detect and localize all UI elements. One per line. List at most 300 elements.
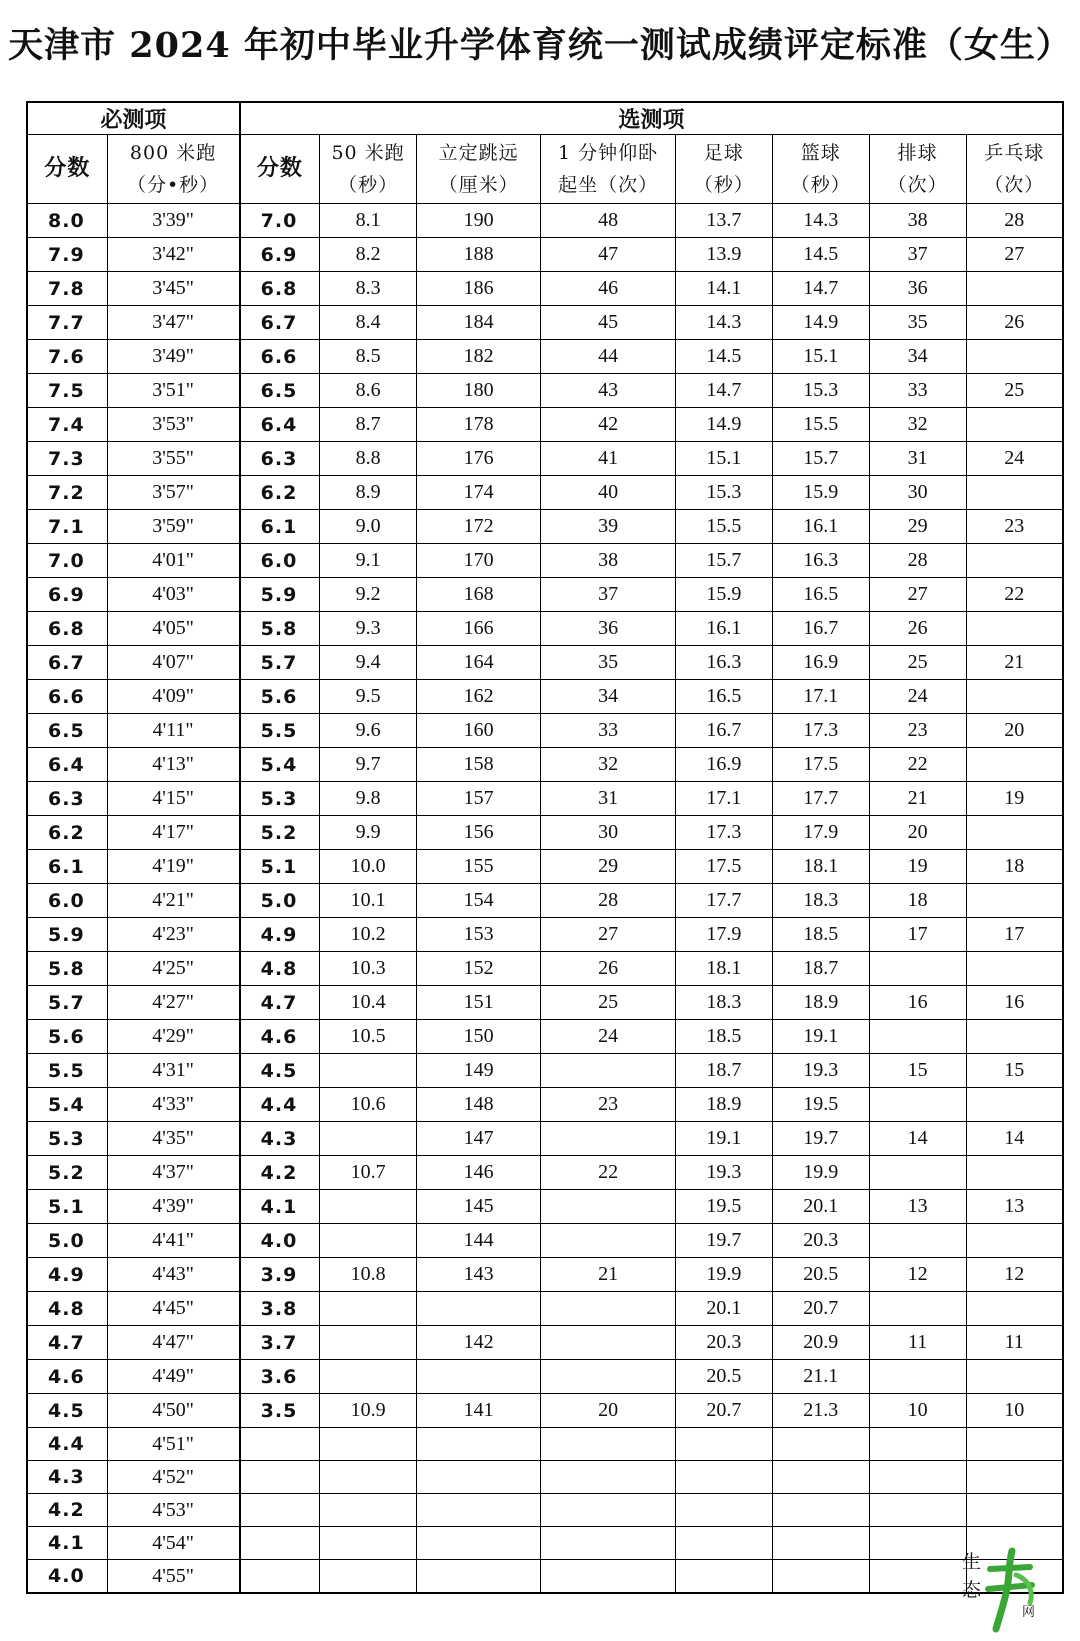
- score-optional-cell: 4.4: [240, 1088, 320, 1122]
- situp-header-line2: 起坐（次）: [558, 174, 659, 196]
- jump-cell: 150: [417, 1020, 541, 1054]
- score-optional-cell: 6.1: [240, 510, 320, 544]
- score-optional-cell: 6.5: [240, 374, 320, 408]
- run50-cell: [320, 1428, 417, 1461]
- situp-cell: [541, 1527, 676, 1560]
- football-cell: 18.7: [675, 1054, 772, 1088]
- score-required-cell: 7.0: [27, 544, 107, 578]
- run800-cell: 4'55": [107, 1560, 240, 1594]
- situp-cell: 27: [541, 918, 676, 952]
- pingpong-cell: 12: [966, 1258, 1063, 1292]
- pingpong-cell: [966, 1292, 1063, 1326]
- basketball-cell: 16.9: [772, 646, 869, 680]
- run800-cell: 4'35": [107, 1122, 240, 1156]
- jump-cell: 164: [417, 646, 541, 680]
- football-cell: 20.1: [675, 1292, 772, 1326]
- football-cell: 16.7: [675, 714, 772, 748]
- pingpong-cell: [966, 1428, 1063, 1461]
- pingpong-cell: [966, 952, 1063, 986]
- table-row: [27, 1527, 1063, 1560]
- score-required-cell: 5.7: [27, 986, 107, 1020]
- table-row: [27, 1224, 1063, 1258]
- score-optional-cell: 4.8: [240, 952, 320, 986]
- volleyball-cell: [869, 1494, 966, 1527]
- run50-cell: [320, 1461, 417, 1494]
- run50-cell: 10.0: [320, 850, 417, 884]
- volleyball-cell: 35: [869, 306, 966, 340]
- score-required-cell: 5.9: [27, 918, 107, 952]
- jump-cell: [417, 1461, 541, 1494]
- situp-cell: 39: [541, 510, 676, 544]
- table-row: [27, 510, 1063, 544]
- run800-cell: 4'45": [107, 1292, 240, 1326]
- basketball-cell: 20.1: [772, 1190, 869, 1224]
- volleyball-cell: 20: [869, 816, 966, 850]
- score-required-cell: 8.0: [27, 204, 107, 238]
- score-required-cell: 6.6: [27, 680, 107, 714]
- score-optional-cell: 6.0: [240, 544, 320, 578]
- score-header-required: 分数: [27, 135, 107, 204]
- score-optional-cell: 5.4: [240, 748, 320, 782]
- run50-cell: [320, 1054, 417, 1088]
- volleyball-cell: 23: [869, 714, 966, 748]
- score-optional-cell: 5.6: [240, 680, 320, 714]
- run50-cell: [320, 1292, 417, 1326]
- situp-header: [541, 135, 676, 204]
- run800-cell: 4'05": [107, 612, 240, 646]
- table-row: [27, 1190, 1063, 1224]
- volleyball-cell: 22: [869, 748, 966, 782]
- run50-cell: 10.6: [320, 1088, 417, 1122]
- table-row: [27, 782, 1063, 816]
- pingpong-header: [966, 135, 1063, 204]
- jump-cell: 155: [417, 850, 541, 884]
- score-required-cell: 7.1: [27, 510, 107, 544]
- football-cell: 17.1: [675, 782, 772, 816]
- volleyball-cell: 18: [869, 884, 966, 918]
- score-required-cell: 6.9: [27, 578, 107, 612]
- run50-cell: 10.1: [320, 884, 417, 918]
- score-optional-cell: 4.0: [240, 1224, 320, 1258]
- run50-cell: 9.0: [320, 510, 417, 544]
- basketball-cell: [772, 1494, 869, 1527]
- run800-cell: 4'53": [107, 1494, 240, 1527]
- score-optional-cell: 4.7: [240, 986, 320, 1020]
- table-row: [27, 204, 1063, 238]
- run800-cell: 4'01": [107, 544, 240, 578]
- situp-cell: 37: [541, 578, 676, 612]
- situp-cell: 29: [541, 850, 676, 884]
- run50-cell: 10.3: [320, 952, 417, 986]
- table-row: [27, 1156, 1063, 1190]
- run50-cell: 10.4: [320, 986, 417, 1020]
- run800-cell: 4'43": [107, 1258, 240, 1292]
- jump-cell: 146: [417, 1156, 541, 1190]
- football-cell: 18.1: [675, 952, 772, 986]
- score-optional-cell: 6.7: [240, 306, 320, 340]
- run800-cell: 4'29": [107, 1020, 240, 1054]
- table-row: [27, 680, 1063, 714]
- run800-cell: 3'51": [107, 374, 240, 408]
- volleyball-cell: 32: [869, 408, 966, 442]
- pingpong-cell: 24: [966, 442, 1063, 476]
- volleyball-cell: 24: [869, 680, 966, 714]
- pingpong-cell: [966, 408, 1063, 442]
- score-optional-cell: 5.1: [240, 850, 320, 884]
- run800-cell: 4'41": [107, 1224, 240, 1258]
- table-row: [27, 850, 1063, 884]
- pingpong-cell: 18: [966, 850, 1063, 884]
- basketball-header-line2: （秒）: [790, 174, 851, 196]
- jump-cell: 143: [417, 1258, 541, 1292]
- table-row: [27, 884, 1063, 918]
- situp-cell: 36: [541, 612, 676, 646]
- situp-cell: 34: [541, 680, 676, 714]
- optional-group-header: 选测项: [240, 102, 1063, 135]
- volleyball-cell: 15: [869, 1054, 966, 1088]
- situp-cell: 44: [541, 340, 676, 374]
- basketball-cell: 17.3: [772, 714, 869, 748]
- run50-cell: [320, 1527, 417, 1560]
- score-optional-cell: 6.2: [240, 476, 320, 510]
- run800-cell: 4'21": [107, 884, 240, 918]
- table-row: [27, 374, 1063, 408]
- football-cell: 18.3: [675, 986, 772, 1020]
- football-cell: 14.9: [675, 408, 772, 442]
- run800-cell: 4'33": [107, 1088, 240, 1122]
- football-cell: 19.5: [675, 1190, 772, 1224]
- run800-cell: 4'11": [107, 714, 240, 748]
- volleyball-cell: [869, 1088, 966, 1122]
- score-optional-cell: 6.9: [240, 238, 320, 272]
- volleyball-cell: [869, 1360, 966, 1394]
- basketball-cell: 20.9: [772, 1326, 869, 1360]
- score-required-cell: 6.5: [27, 714, 107, 748]
- jump-header: [417, 135, 541, 204]
- table-row: [27, 1326, 1063, 1360]
- table-row: [27, 1054, 1063, 1088]
- score-required-cell: 4.5: [27, 1394, 107, 1428]
- volleyball-cell: 28: [869, 544, 966, 578]
- watermark-char-1: 生: [962, 1551, 982, 1573]
- table-row: [27, 1461, 1063, 1494]
- table-row: [27, 578, 1063, 612]
- watermark-char-2: 态: [962, 1579, 982, 1601]
- situp-cell: [541, 1560, 676, 1594]
- basketball-cell: 19.7: [772, 1122, 869, 1156]
- table-row: [27, 986, 1063, 1020]
- run800-cell: 4'03": [107, 578, 240, 612]
- basketball-cell: 14.5: [772, 238, 869, 272]
- table-row: [27, 1394, 1063, 1428]
- football-cell: [675, 1428, 772, 1461]
- run800-cell: 4'13": [107, 748, 240, 782]
- score-optional-cell: [240, 1461, 320, 1494]
- run50-cell: 10.8: [320, 1258, 417, 1292]
- situp-cell: 42: [541, 408, 676, 442]
- score-required-cell: 4.1: [27, 1527, 107, 1560]
- run50-cell: [320, 1122, 417, 1156]
- pingpong-cell: [966, 1360, 1063, 1394]
- table-row: [27, 646, 1063, 680]
- table-row: [27, 1020, 1063, 1054]
- situp-cell: 43: [541, 374, 676, 408]
- basketball-cell: 17.5: [772, 748, 869, 782]
- jump-cell: 156: [417, 816, 541, 850]
- score-optional-cell: 5.7: [240, 646, 320, 680]
- situp-cell: [541, 1190, 676, 1224]
- football-cell: 13.9: [675, 238, 772, 272]
- run800-cell: 4'07": [107, 646, 240, 680]
- score-header-optional: 分数: [240, 135, 320, 204]
- run50-cell: 9.4: [320, 646, 417, 680]
- football-cell: 20.3: [675, 1326, 772, 1360]
- score-optional-cell: [240, 1560, 320, 1594]
- score-optional-cell: 4.3: [240, 1122, 320, 1156]
- run50-cell: 8.6: [320, 374, 417, 408]
- volleyball-header: [869, 135, 966, 204]
- score-required-cell: 4.8: [27, 1292, 107, 1326]
- run800-cell: 3'59": [107, 510, 240, 544]
- situp-cell: 46: [541, 272, 676, 306]
- pingpong-cell: 26: [966, 306, 1063, 340]
- run800-cell: 3'39": [107, 204, 240, 238]
- score-required-cell: 4.6: [27, 1360, 107, 1394]
- jump-cell: 182: [417, 340, 541, 374]
- table-row: [27, 442, 1063, 476]
- basketball-cell: 15.7: [772, 442, 869, 476]
- score-optional-cell: [240, 1494, 320, 1527]
- run50-cell: 8.9: [320, 476, 417, 510]
- football-cell: 15.3: [675, 476, 772, 510]
- score-optional-cell: 5.5: [240, 714, 320, 748]
- table-row: [27, 340, 1063, 374]
- football-cell: 14.1: [675, 272, 772, 306]
- run800-header: [107, 135, 240, 204]
- pingpong-cell: [966, 1020, 1063, 1054]
- situp-cell: 20: [541, 1394, 676, 1428]
- basketball-cell: 18.5: [772, 918, 869, 952]
- volleyball-cell: [869, 952, 966, 986]
- table-row: [27, 272, 1063, 306]
- score-required-cell: 6.1: [27, 850, 107, 884]
- required-group-header: 必测项: [27, 102, 240, 135]
- score-required-cell: 5.0: [27, 1224, 107, 1258]
- jump-cell: [417, 1428, 541, 1461]
- pingpong-cell: [966, 816, 1063, 850]
- pingpong-cell: [966, 476, 1063, 510]
- run50-cell: [320, 1560, 417, 1594]
- pingpong-cell: 20: [966, 714, 1063, 748]
- run50-cell: 9.9: [320, 816, 417, 850]
- table-row: [27, 408, 1063, 442]
- table-row: [27, 1360, 1063, 1394]
- volleyball-cell: [869, 1527, 966, 1560]
- football-cell: [675, 1527, 772, 1560]
- basketball-cell: 19.3: [772, 1054, 869, 1088]
- pingpong-cell: [966, 1088, 1063, 1122]
- run50-cell: 10.9: [320, 1394, 417, 1428]
- basketball-cell: 17.1: [772, 680, 869, 714]
- jump-cell: 141: [417, 1394, 541, 1428]
- pingpong-cell: [966, 1224, 1063, 1258]
- score-required-cell: 7.6: [27, 340, 107, 374]
- table-row: [27, 1088, 1063, 1122]
- document-title: 天津市 2024 年初中毕业升学体育统一测试成绩评定标准（女生）: [8, 25, 1072, 66]
- run800-cell: 4'39": [107, 1190, 240, 1224]
- situp-cell: 45: [541, 306, 676, 340]
- run800-cell: 4'37": [107, 1156, 240, 1190]
- pingpong-cell: 22: [966, 578, 1063, 612]
- football-cell: 15.5: [675, 510, 772, 544]
- score-optional-cell: [240, 1428, 320, 1461]
- football-header-line2: （秒）: [693, 174, 754, 196]
- score-optional-cell: [240, 1527, 320, 1560]
- volleyball-header-line2: （次）: [887, 174, 948, 196]
- jump-cell: [417, 1292, 541, 1326]
- run50-cell: [320, 1360, 417, 1394]
- run50-cell: 10.2: [320, 918, 417, 952]
- run800-cell: 3'49": [107, 340, 240, 374]
- pingpong-cell: 27: [966, 238, 1063, 272]
- basketball-cell: 19.9: [772, 1156, 869, 1190]
- score-required-cell: 5.8: [27, 952, 107, 986]
- basketball-cell: 20.5: [772, 1258, 869, 1292]
- table-row: [27, 612, 1063, 646]
- group-header-row: [27, 102, 1063, 135]
- score-required-cell: 6.2: [27, 816, 107, 850]
- score-optional-cell: 5.0: [240, 884, 320, 918]
- score-required-cell: 7.8: [27, 272, 107, 306]
- volleyball-cell: 37: [869, 238, 966, 272]
- situp-cell: 22: [541, 1156, 676, 1190]
- score-optional-cell: 6.3: [240, 442, 320, 476]
- situp-cell: [541, 1428, 676, 1461]
- run50-cell: 9.7: [320, 748, 417, 782]
- table-row: [27, 544, 1063, 578]
- score-optional-cell: 6.4: [240, 408, 320, 442]
- run50-cell: 8.1: [320, 204, 417, 238]
- run800-cell: 4'52": [107, 1461, 240, 1494]
- situp-cell: 47: [541, 238, 676, 272]
- football-cell: 17.5: [675, 850, 772, 884]
- situp-cell: [541, 1292, 676, 1326]
- run800-cell: 4'51": [107, 1428, 240, 1461]
- jump-cell: 160: [417, 714, 541, 748]
- run50-cell: [320, 1224, 417, 1258]
- pingpong-cell: 11: [966, 1326, 1063, 1360]
- score-required-cell: 4.2: [27, 1494, 107, 1527]
- watermark-logo: [960, 1545, 1050, 1635]
- football-header: [675, 135, 772, 204]
- pingpong-cell: 10: [966, 1394, 1063, 1428]
- football-cell: 15.9: [675, 578, 772, 612]
- football-cell: 20.5: [675, 1360, 772, 1394]
- basketball-cell: 18.3: [772, 884, 869, 918]
- jump-cell: 142: [417, 1326, 541, 1360]
- run50-cell: 8.8: [320, 442, 417, 476]
- watermark-char-3: 网: [1022, 1605, 1036, 1620]
- football-cell: 18.9: [675, 1088, 772, 1122]
- score-optional-cell: 3.6: [240, 1360, 320, 1394]
- run50-cell: 8.7: [320, 408, 417, 442]
- score-optional-cell: 3.7: [240, 1326, 320, 1360]
- football-cell: 14.5: [675, 340, 772, 374]
- run800-cell: 3'57": [107, 476, 240, 510]
- run800-cell: 3'45": [107, 272, 240, 306]
- jump-cell: 172: [417, 510, 541, 544]
- score-required-cell: 6.3: [27, 782, 107, 816]
- run50-header: [320, 135, 417, 204]
- pingpong-cell: [966, 272, 1063, 306]
- table-row: [27, 1560, 1063, 1594]
- run800-cell: 4'25": [107, 952, 240, 986]
- table-row: [27, 238, 1063, 272]
- situp-cell: [541, 1494, 676, 1527]
- run50-header-line2: （秒）: [338, 174, 399, 196]
- table-body: [27, 204, 1063, 1594]
- jump-cell: 186: [417, 272, 541, 306]
- score-optional-cell: 4.2: [240, 1156, 320, 1190]
- run800-header-line1: 800 米跑: [129, 142, 217, 164]
- jump-cell: [417, 1360, 541, 1394]
- volleyball-cell: 14: [869, 1122, 966, 1156]
- jump-header-line1: 立定跳远: [438, 142, 519, 164]
- score-optional-cell: 3.8: [240, 1292, 320, 1326]
- football-cell: 19.9: [675, 1258, 772, 1292]
- basketball-cell: 16.5: [772, 578, 869, 612]
- volleyball-cell: 34: [869, 340, 966, 374]
- score-required-cell: 5.1: [27, 1190, 107, 1224]
- situp-cell: 48: [541, 204, 676, 238]
- football-cell: [675, 1494, 772, 1527]
- score-required-cell: 6.0: [27, 884, 107, 918]
- jump-cell: 144: [417, 1224, 541, 1258]
- run50-cell: 9.5: [320, 680, 417, 714]
- jump-cell: 148: [417, 1088, 541, 1122]
- run800-cell: 4'54": [107, 1527, 240, 1560]
- volleyball-cell: [869, 1428, 966, 1461]
- basketball-cell: 15.1: [772, 340, 869, 374]
- volleyball-cell: 17: [869, 918, 966, 952]
- column-header-row: [27, 135, 1063, 204]
- volleyball-cell: [869, 1156, 966, 1190]
- situp-cell: [541, 1326, 676, 1360]
- score-optional-cell: 7.0: [240, 204, 320, 238]
- jump-cell: [417, 1494, 541, 1527]
- score-required-cell: 5.2: [27, 1156, 107, 1190]
- score-optional-cell: 3.5: [240, 1394, 320, 1428]
- volleyball-cell: [869, 1020, 966, 1054]
- basketball-cell: 15.3: [772, 374, 869, 408]
- football-cell: 17.7: [675, 884, 772, 918]
- table-row: [27, 714, 1063, 748]
- situp-cell: 26: [541, 952, 676, 986]
- jump-cell: 176: [417, 442, 541, 476]
- score-required-cell: 7.2: [27, 476, 107, 510]
- basketball-cell: 16.3: [772, 544, 869, 578]
- basketball-cell: 20.7: [772, 1292, 869, 1326]
- score-optional-cell: 5.3: [240, 782, 320, 816]
- table-row: [27, 748, 1063, 782]
- pingpong-cell: 17: [966, 918, 1063, 952]
- volleyball-header-line1: 排球: [897, 142, 938, 164]
- volleyball-cell: 38: [869, 204, 966, 238]
- run800-header-line2: （分•秒）: [126, 174, 220, 196]
- football-cell: 14.7: [675, 374, 772, 408]
- run50-cell: [320, 1494, 417, 1527]
- jump-cell: 190: [417, 204, 541, 238]
